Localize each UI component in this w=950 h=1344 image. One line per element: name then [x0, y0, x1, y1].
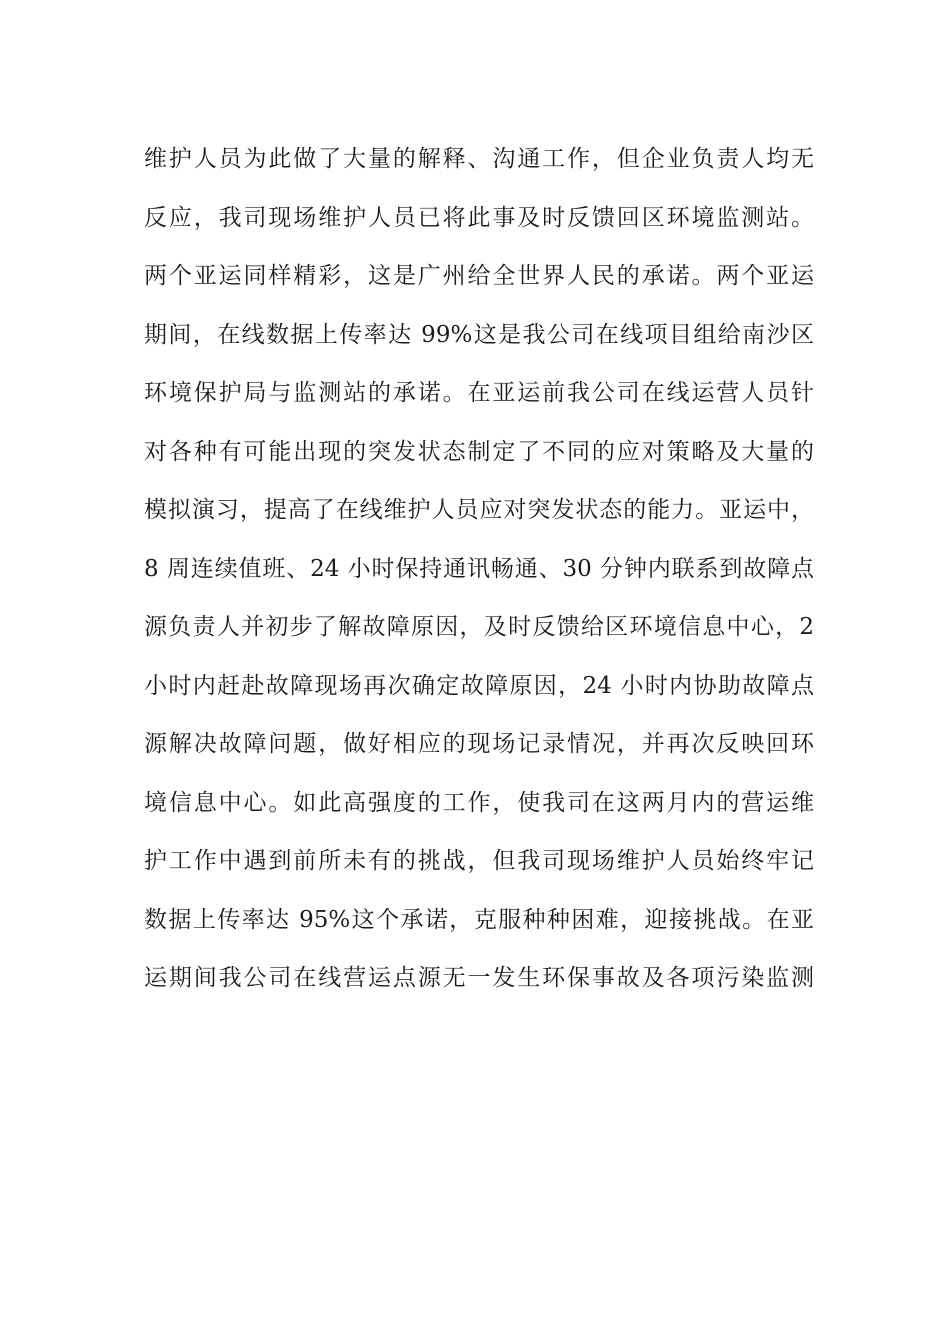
text-line: 源负责人并初步了解故障原因，及时反馈给区环境信息中心，2 — [144, 614, 814, 640]
text-line: 小时内赶赴故障现场再次确定故障原因，24 小时内协助故障点 — [144, 672, 814, 699]
text-line: 环境保护局与监测站的承诺。在亚运前我公司在线运营人员针 — [144, 380, 814, 406]
text-line: 维护人员为此做了大量的解释、沟通工作，但企业负责人均无 — [144, 146, 814, 172]
text-line: 数据上传率达 95%这个承诺，克服种种困难，迎接挑战。在亚 — [144, 906, 814, 933]
text-line: 源解决故障问题，做好相应的现场记录情况，并再次反映回环 — [144, 731, 814, 757]
text-line: 境信息中心。如此高强度的工作，使我司在这两月内的营运维 — [144, 789, 814, 816]
text-line: 模拟演习，提高了在线维护人员应对突发状态的能力。亚运中， — [144, 497, 814, 523]
text-line: 护工作中遇到前所未有的挑战，但我司现场维护人员始终牢记 — [144, 848, 814, 874]
text-line: 对各种有可能出现的突发状态制定了不同的应对策略及大量的 — [144, 438, 814, 465]
text-line: 反应，我司现场维护人员已将此事及时反馈回区环境监测站。 — [144, 204, 814, 231]
text-line: 期间，在线数据上传率达 99%这是我公司在线项目组给南沙区 — [144, 321, 814, 348]
text-line: 运期间我公司在线营运点源无一发生环保事故及各项污染监测 — [144, 965, 814, 991]
text-line: 两个亚运同样精彩，这是广州给全世界人民的承诺。两个亚运 — [144, 263, 814, 289]
body-text — [144, 130, 814, 1008]
text-line: 8 周连续值班、24 小时保持通讯畅通、30 分钟内联系到故障点 — [144, 555, 814, 582]
